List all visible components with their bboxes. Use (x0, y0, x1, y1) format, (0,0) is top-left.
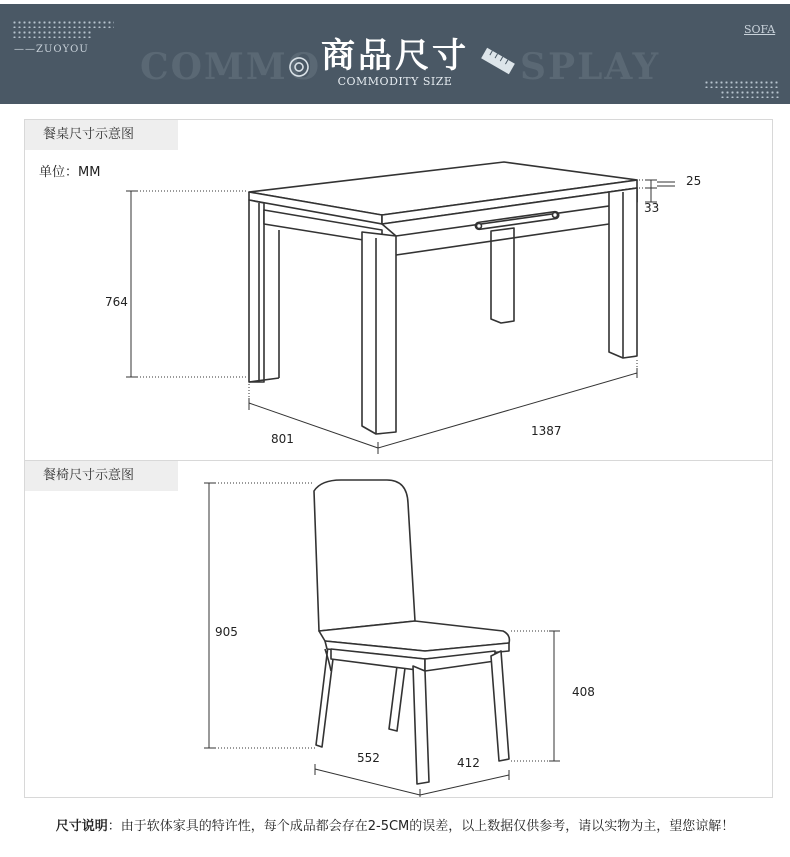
sofa-link[interactable]: SOFA (744, 23, 776, 36)
chair-width-value: 552 (357, 751, 380, 765)
size-note (0, 815, 790, 834)
chair-diagram (25, 461, 772, 797)
chair-height-value: 905 (215, 625, 238, 639)
table-diagram (25, 120, 772, 461)
banner-ghost-text-right: SPLAY (520, 46, 661, 88)
chair-dimension-panel (24, 460, 773, 798)
ruler-deco-icon (478, 46, 518, 76)
banner-subtitle: COMMODITY SIZE (337, 75, 453, 88)
table-dimension-panel (24, 119, 773, 462)
table-length-value: 1387 (531, 424, 562, 438)
banner-ghost-text-left: COMMO (140, 46, 322, 88)
table-height-value: 764 (105, 295, 128, 309)
banner-dots-top-left-2 (12, 30, 92, 38)
banner-dots-bottom-right (704, 80, 780, 88)
size-note-text: ：由于软体家具的特许性，每个成品都会存在2-5CM的误差，以上数据仅供参考，请以实物为主，望您谅解！ (107, 819, 735, 834)
table-top-thickness-value: 25 (686, 174, 702, 188)
size-note-label: 尺寸说明 (55, 819, 108, 834)
chair-panel-tag: 餐椅尺寸示意图 (25, 461, 178, 491)
chair-depth-value: 412 (457, 756, 480, 770)
brand-text: ——ZUOYOU (14, 44, 89, 55)
table-depth-value: 801 (271, 432, 294, 446)
banner-dots-top-left (12, 20, 114, 28)
chair-outline (314, 480, 509, 784)
unit-label: 单位：MM (39, 165, 101, 180)
chair-seat-height-value: 408 (572, 685, 595, 699)
table-panel-tag: 餐桌尺寸示意图 (25, 120, 178, 150)
header-banner (0, 4, 790, 104)
banner-dots-bottom-right-2 (720, 90, 780, 98)
table-outline (249, 162, 637, 434)
table-apron-value: 33 (644, 201, 660, 215)
banner-title: 商品尺寸 (321, 36, 469, 76)
